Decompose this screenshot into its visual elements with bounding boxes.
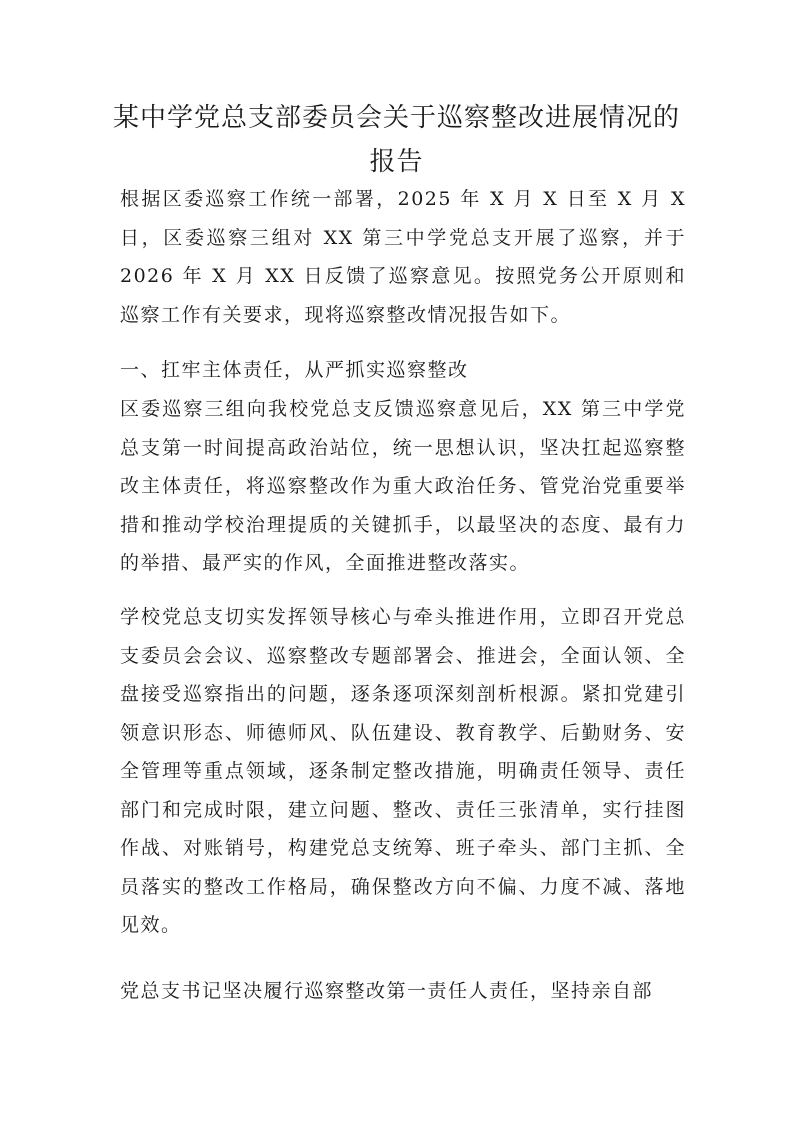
body-paragraph: 党总支书记坚决履行巡察整改第一责任人责任，坚持亲自部 — [120, 980, 654, 1002]
body-paragraph: 区委巡察三组向我校党总支反馈巡察意见后，XX 第三中学党总支第一时间提高政治站位，统一思想认识，坚决扛起巡察整改主体责任，将巡察整改作为重大政治任务、管党治党重要举措和推动学校治理提质的关键抓手，以最坚决的态度、最有力的举措、最严实的作风，全面推进整改落实。 — [120, 398, 686, 574]
document-title: 某中学党总支部委员会关于巡察整改进展情况的报告 — [112, 103, 680, 177]
section-heading: 一、扛牢主体责任，从严抓实巡察整改 — [120, 359, 469, 381]
body-paragraph: 学校党总支切实发挥领导核心与牵头推进作用，立即召开党总支委员会会议、巡察整改专题部署会、推进会，全面认领、全盘接受巡察指出的问题，逐条逐项深刻剖析根源。紧扣党建引领意识形态、师德师风、队伍建设、教育教学、后勤财务、安全管理等重点领域，逐条制定整改措施，明确责任领导、责任部门和完成时限，建立问题、整改、责任三张清单，实行挂图作战、对账销号，构建党总支统筹、班子牵头、部门主抓、全员落实的整改工作格局，确保整改方向不偏、力度不减、落地见效。 — [120, 606, 686, 936]
intro-paragraph: 根据区委巡察工作统一部署，2025 年 X 月 X 日至 X 月 X 日，区委巡察三组对 XX 第三中学党总支开展了巡察，并于 2026 年 X 月 XX 日反馈了巡察意见。按照党务公开原则和巡察工作有关要求，现将巡察整改情况报告如下。 — [120, 188, 686, 326]
